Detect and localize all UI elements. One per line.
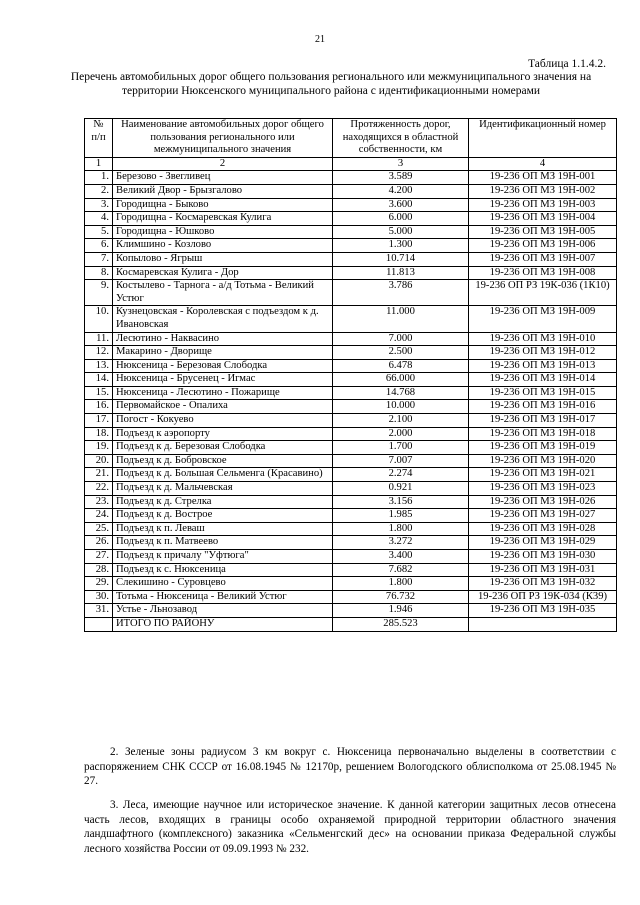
table-row xyxy=(85,441,617,455)
road-name: Нюксеница - Лесютино - Пожарище xyxy=(113,386,333,400)
header-length: Протяженность дорог, находящихся в областной собственности, км xyxy=(333,119,469,158)
road-length: 76.732 xyxy=(333,590,469,604)
road-name: Подъезд к д. Вострое xyxy=(113,509,333,523)
table-row xyxy=(85,563,617,577)
road-name: Березово - Звегливец xyxy=(113,171,333,185)
table-header-row xyxy=(85,119,617,158)
road-length: 4.200 xyxy=(333,184,469,198)
road-name: Подъезд к п. Леваш xyxy=(113,522,333,536)
road-name: Макарино - Дворище xyxy=(113,346,333,360)
row-number: 28. xyxy=(85,563,113,577)
index-cell: 3 xyxy=(333,157,469,171)
row-number: 16. xyxy=(85,400,113,414)
road-id: 19-236 ОП МЗ 19Н-010 xyxy=(469,332,617,346)
road-id: 19-236 ОП МЗ 19Н-030 xyxy=(469,550,617,564)
header-number: № п/п xyxy=(85,119,113,158)
row-number: 2. xyxy=(85,184,113,198)
table-caption: Перечень автомобильных дорог общего пользования регионального или межмуниципального значения на территории Нюксенского муниципального района с идентификационными номерами xyxy=(70,71,592,97)
page-number: 21 xyxy=(315,34,325,45)
row-number: 31. xyxy=(85,604,113,618)
roads-table xyxy=(84,118,617,632)
road-id: 19-236 ОП МЗ 19Н-017 xyxy=(469,414,617,428)
road-id: 19-236 ОП МЗ 19Н-023 xyxy=(469,482,617,496)
road-name: Подъезд к д. Большая Сельменга (Красавино) xyxy=(113,468,333,482)
row-number: 23. xyxy=(85,495,113,509)
table-row xyxy=(85,359,617,373)
road-id: 19-236 ОП МЗ 19Н-015 xyxy=(469,386,617,400)
row-number: 9. xyxy=(85,280,113,306)
road-length: 1.985 xyxy=(333,509,469,523)
road-name: Подъезд к д. Стрелка xyxy=(113,495,333,509)
road-name: Подъезд к с. Нюксеница xyxy=(113,563,333,577)
road-id: 19-236 ОП МЗ 19Н-009 xyxy=(469,306,617,332)
road-length: 5.000 xyxy=(333,225,469,239)
road-id: 19-236 ОП МЗ 19Н-006 xyxy=(469,239,617,253)
table-row xyxy=(85,332,617,346)
row-number: 6. xyxy=(85,239,113,253)
road-length: 2.274 xyxy=(333,468,469,482)
road-id: 19-236 ОП МЗ 19Н-031 xyxy=(469,563,617,577)
road-id: 19-236 ОП РЗ 19К-034 (К39) xyxy=(469,590,617,604)
road-name: Первомайское - Опалиха xyxy=(113,400,333,414)
road-length: 3.786 xyxy=(333,280,469,306)
road-id: 19-236 ОП МЗ 19Н-004 xyxy=(469,212,617,226)
paragraph-scientific-forests: 3. Леса, имеющие научное или историческое значение. К данной категории защитных лесов отнесена часть лесов, входящих в границы особо охраняемой природной территории областного значения ландшафтного (комплексного) заказника «Сельменгский дес» на основании приказа Федеральной службы лесного хозяйства России от 09.09.1993 № 232. xyxy=(84,799,616,855)
road-id: 19-236 ОП МЗ 19Н-028 xyxy=(469,522,617,536)
road-length: 11.000 xyxy=(333,306,469,332)
road-length: 1.800 xyxy=(333,577,469,591)
road-name: Великий Двор - Брызгалово xyxy=(113,184,333,198)
road-length: 10.000 xyxy=(333,400,469,414)
row-number: 26. xyxy=(85,536,113,550)
row-number: 17. xyxy=(85,414,113,428)
road-length: 3.272 xyxy=(333,536,469,550)
row-number: 27. xyxy=(85,550,113,564)
road-id: 19-236 ОП МЗ 19Н-002 xyxy=(469,184,617,198)
road-id: 19-236 ОП МЗ 19Н-027 xyxy=(469,509,617,523)
table-row xyxy=(85,604,617,618)
row-number: 1. xyxy=(85,171,113,185)
road-name: Подъезд к д. Мальчевская xyxy=(113,482,333,496)
row-number: 20. xyxy=(85,454,113,468)
road-id: 19-236 ОП МЗ 19Н-013 xyxy=(469,359,617,373)
road-length: 2.100 xyxy=(333,414,469,428)
road-length: 1.946 xyxy=(333,604,469,618)
road-name: Подъезд к причалу "Уфтюга" xyxy=(113,550,333,564)
road-length: 10.714 xyxy=(333,252,469,266)
total-row xyxy=(85,617,617,631)
row-number: 7. xyxy=(85,252,113,266)
road-name: Городищна - Космаревская Кулига xyxy=(113,212,333,226)
row-number: 30. xyxy=(85,590,113,604)
table-row xyxy=(85,252,617,266)
row-number: 15. xyxy=(85,386,113,400)
road-id: 19-236 ОП МЗ 19Н-014 xyxy=(469,373,617,387)
row-number: 22. xyxy=(85,482,113,496)
row-number: 21. xyxy=(85,468,113,482)
table-row xyxy=(85,468,617,482)
road-length: 3.600 xyxy=(333,198,469,212)
table-row xyxy=(85,198,617,212)
table-id: Таблица 1.1.4.2. xyxy=(528,58,606,70)
row-number: 14. xyxy=(85,373,113,387)
total-label: ИТОГО ПО РАЙОНУ xyxy=(113,617,333,631)
table-row xyxy=(85,212,617,226)
index-cell: 2 xyxy=(113,157,333,171)
table-row xyxy=(85,590,617,604)
road-name: Космаревская Кулига - Дор xyxy=(113,266,333,280)
table-row xyxy=(85,577,617,591)
road-id: 19-236 ОП МЗ 19Н-007 xyxy=(469,252,617,266)
table-row xyxy=(85,373,617,387)
table-row xyxy=(85,550,617,564)
road-id: 19-236 ОП МЗ 19Н-018 xyxy=(469,427,617,441)
table-row xyxy=(85,509,617,523)
table-row xyxy=(85,225,617,239)
table-row xyxy=(85,427,617,441)
row-number: 8. xyxy=(85,266,113,280)
header-road-name: Наименование автомобильных дорог общего пользования регионального или межмуниципального значения xyxy=(113,119,333,158)
road-id: 19-236 ОП МЗ 19Н-001 xyxy=(469,171,617,185)
road-length: 1.300 xyxy=(333,239,469,253)
table-row xyxy=(85,454,617,468)
road-length: 6.000 xyxy=(333,212,469,226)
row-number: 24. xyxy=(85,509,113,523)
road-id: 19-236 ОП МЗ 19Н-012 xyxy=(469,346,617,360)
road-name: Лесютино - Наквасино xyxy=(113,332,333,346)
table-row xyxy=(85,482,617,496)
road-id: 19-236 ОП МЗ 19Н-021 xyxy=(469,468,617,482)
road-length: 11.813 xyxy=(333,266,469,280)
road-name: Подъезд к п. Матвеево xyxy=(113,536,333,550)
road-length: 6.478 xyxy=(333,359,469,373)
road-id: 19-236 ОП МЗ 19Н-008 xyxy=(469,266,617,280)
row-number: 11. xyxy=(85,332,113,346)
table-row xyxy=(85,184,617,198)
table-row xyxy=(85,400,617,414)
road-name: Погост - Кокуево xyxy=(113,414,333,428)
table-row xyxy=(85,495,617,509)
road-id: 19-236 ОП МЗ 19Н-026 xyxy=(469,495,617,509)
table-row xyxy=(85,414,617,428)
road-length: 2.500 xyxy=(333,346,469,360)
index-cell: 1 xyxy=(85,157,113,171)
road-name: Кузнецовская - Королевская с подъездом к д. Ивановская xyxy=(113,306,333,332)
row-number: 25. xyxy=(85,522,113,536)
table-row xyxy=(85,346,617,360)
table-row xyxy=(85,522,617,536)
road-length: 7.682 xyxy=(333,563,469,577)
road-length: 0.921 xyxy=(333,482,469,496)
road-length: 7.007 xyxy=(333,454,469,468)
road-length: 14.768 xyxy=(333,386,469,400)
road-length: 3.589 xyxy=(333,171,469,185)
header-id-number: Идентификационный номер xyxy=(469,119,617,158)
road-id: 19-236 ОП МЗ 19Н-032 xyxy=(469,577,617,591)
road-name: Подъезд к аэропорту xyxy=(113,427,333,441)
road-name: Подъезд к д. Березовая Слободка xyxy=(113,441,333,455)
road-name: Климшино - Козлово xyxy=(113,239,333,253)
row-number: 12. xyxy=(85,346,113,360)
road-length: 3.400 xyxy=(333,550,469,564)
road-name: Нюксеница - Брусенец - Игмас xyxy=(113,373,333,387)
table-row xyxy=(85,306,617,332)
road-id: 19-236 ОП МЗ 19Н-016 xyxy=(469,400,617,414)
row-number: 10. xyxy=(85,306,113,332)
road-length: 2.000 xyxy=(333,427,469,441)
road-id: 19-236 ОП МЗ 19Н-035 xyxy=(469,604,617,618)
paragraph-green-zones: 2. Зеленые зоны радиусом 3 км вокруг с. Нюксеница первоначально выделены в соответствии с распоряжением СНК СССР от 16.08.1945 № 12170р, решением Вологодского облисполкома от 25.08.1945 № 27. xyxy=(84,746,616,788)
row-number: 3. xyxy=(85,198,113,212)
road-id: 19-236 ОП РЗ 19К-036 (1К10) xyxy=(469,280,617,306)
road-id: 19-236 ОП МЗ 19Н-005 xyxy=(469,225,617,239)
column-index-row xyxy=(85,157,617,171)
road-id: 19-236 ОП МЗ 19Н-019 xyxy=(469,441,617,455)
table-row xyxy=(85,266,617,280)
road-length: 66.000 xyxy=(333,373,469,387)
road-id: 19-236 ОП МЗ 19Н-020 xyxy=(469,454,617,468)
table-body xyxy=(85,171,617,618)
table-row xyxy=(85,536,617,550)
row-number: 13. xyxy=(85,359,113,373)
road-id: 19-236 ОП МЗ 19Н-029 xyxy=(469,536,617,550)
row-number: 4. xyxy=(85,212,113,226)
road-id: 19-236 ОП МЗ 19Н-003 xyxy=(469,198,617,212)
table-row xyxy=(85,386,617,400)
road-name: Костылево - Тарнога - а/д Тотьма - Великий Устюг xyxy=(113,280,333,306)
road-name: Копылово - Ягрыш xyxy=(113,252,333,266)
road-length: 3.156 xyxy=(333,495,469,509)
road-name: Городищна - Юшково xyxy=(113,225,333,239)
road-name: Городищна - Быково xyxy=(113,198,333,212)
road-length: 7.000 xyxy=(333,332,469,346)
road-name: Подъезд к д. Бобровское xyxy=(113,454,333,468)
row-number: 18. xyxy=(85,427,113,441)
road-length: 1.800 xyxy=(333,522,469,536)
total-length: 285.523 xyxy=(333,617,469,631)
road-name: Тотьма - Нюксеница - Великий Устюг xyxy=(113,590,333,604)
table-row xyxy=(85,171,617,185)
table-row xyxy=(85,239,617,253)
row-number: 19. xyxy=(85,441,113,455)
table-row xyxy=(85,280,617,306)
road-name: Нюксеница - Березовая Слободка xyxy=(113,359,333,373)
row-number: 29. xyxy=(85,577,113,591)
index-cell: 4 xyxy=(469,157,617,171)
road-name: Устье - Льнозавод xyxy=(113,604,333,618)
row-number: 5. xyxy=(85,225,113,239)
total-empty-cell xyxy=(469,617,617,631)
total-empty-cell xyxy=(85,617,113,631)
road-length: 1.700 xyxy=(333,441,469,455)
road-name: Слекишино - Суровцево xyxy=(113,577,333,591)
